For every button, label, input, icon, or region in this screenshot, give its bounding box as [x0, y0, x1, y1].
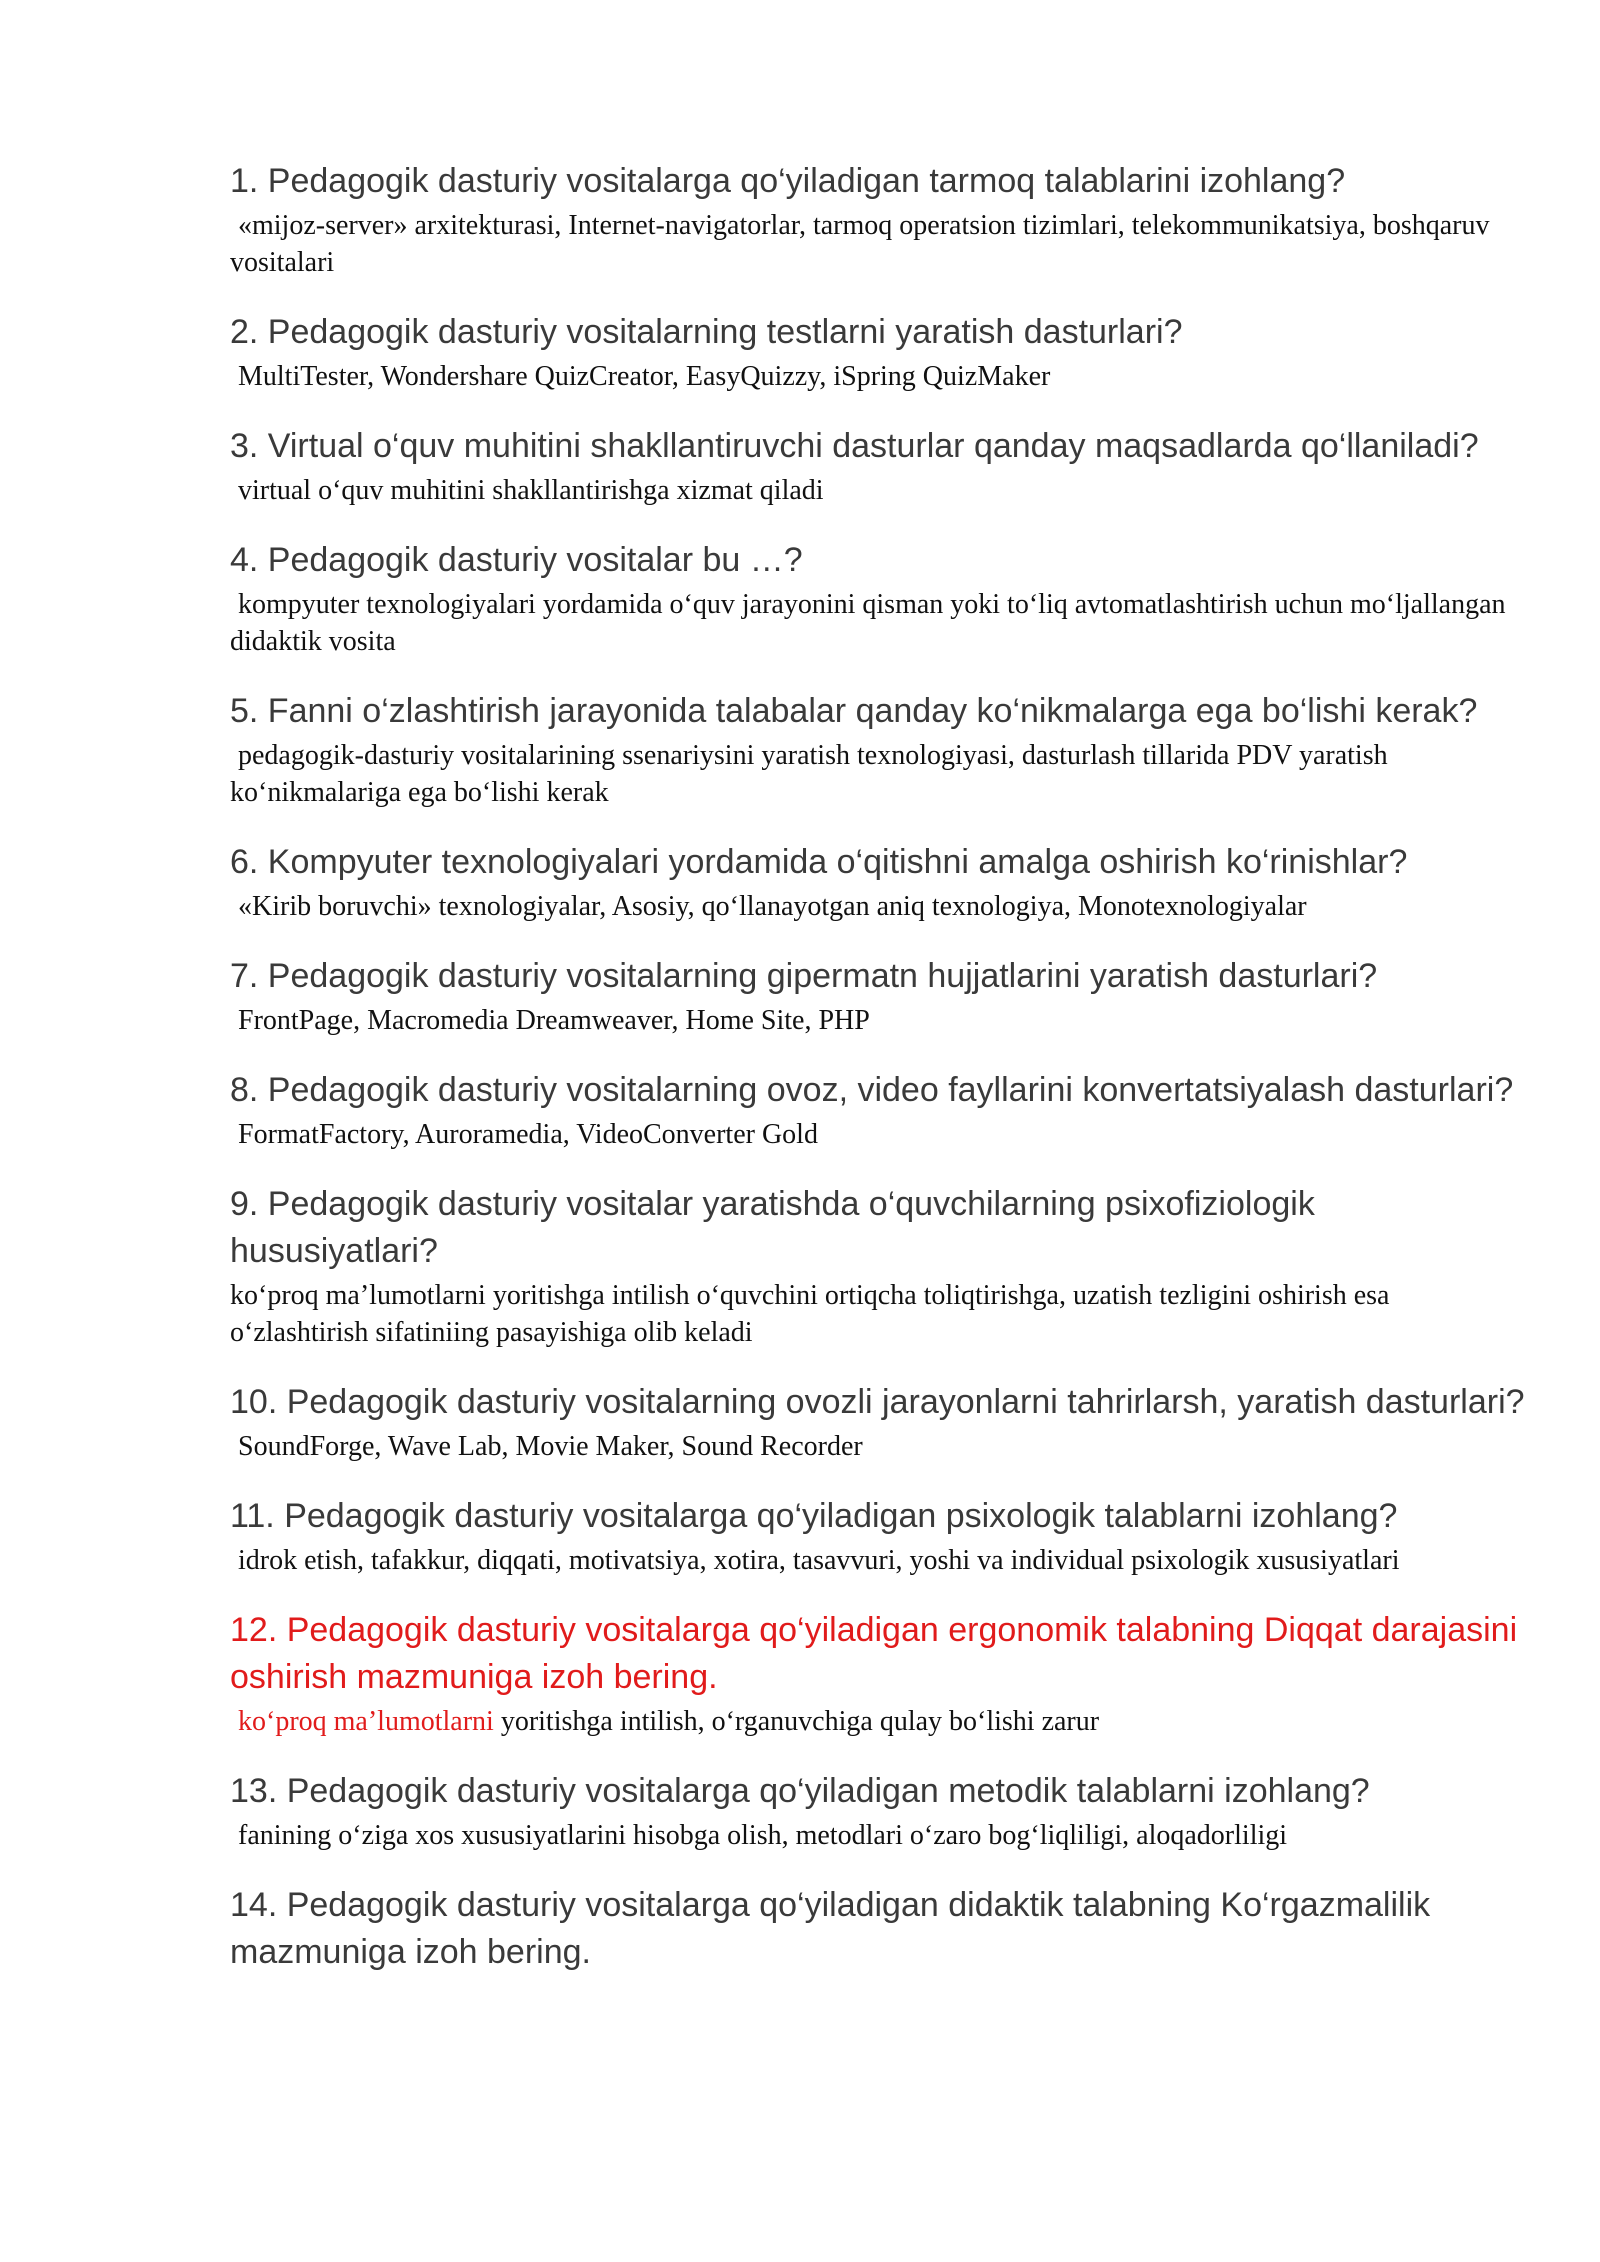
answer-text: [230, 1002, 1530, 1039]
question-text: 7. Pedagogik dasturiy vositalarning gipermatn hujjatlarini yaratish dasturlari?: [230, 957, 1378, 995]
question-text: 8. Pedagogik dasturiy vositalarning ovoz, video fayllarini konvertatsiyalash dasturlari?: [230, 1071, 1514, 1109]
qa-item-7: [230, 953, 1530, 1039]
qa-item-6: [230, 839, 1530, 925]
answer-text: [230, 1116, 1530, 1153]
answer-content: SoundForge, Wave Lab, Movie Maker, Sound Recorder: [238, 1431, 863, 1462]
question-text: 4. Pedagogik dasturiy vositalar bu …?: [230, 541, 803, 579]
answer-rest: yoritishga intilish, o‘rganuvchiga qulay bo‘lishi zarur: [493, 1706, 1100, 1737]
qa-item-9: [230, 1181, 1530, 1351]
answer-text: [230, 1428, 1530, 1465]
question-text: 5. Fanni o‘zlashtirish jarayonida talabalar qanday ko‘nikmalarga ega bo‘lishi kerak?: [230, 692, 1478, 730]
question-text: 10. Pedagogik dasturiy vositalarning ovozli jarayonlarni tahrirlarsh, yaratish dasturlari?: [230, 1383, 1525, 1421]
answer-content: kompyuter texnologiyalari yordamida o‘quv jarayonini qisman yoki to‘liq avtomatlashtirish uchun mo‘ljallangan didaktik vosita: [230, 589, 1506, 657]
answer-text: [230, 358, 1530, 395]
qa-item-5: [230, 688, 1530, 811]
question-text: 6. Kompyuter texnologiyalari yordamida o‘qitishni amalga oshirish ko‘rinishlar?: [230, 843, 1408, 881]
answer-text: [230, 586, 1530, 660]
question-text: 2. Pedagogik dasturiy vositalarning testlarni yaratish dasturlari?: [230, 313, 1183, 351]
answer-text: [230, 737, 1530, 811]
answer-content: MultiTester, Wondershare QuizCreator, EasyQuizzy, iSpring QuizMaker: [238, 361, 1051, 392]
answer-content: idrok etish, tafakkur, diqqati, motivatsiya, xotira, tasavvuri, yoshi va individual psixologik xususiyatlari: [238, 1545, 1400, 1576]
answer-text: [230, 888, 1530, 925]
answer-content: FormatFactory, Auroramedia, VideoConverter Gold: [238, 1119, 818, 1150]
answer-content: fanining o‘ziga xos xususiyatlarini hisobga olish, metodlari o‘zaro bog‘liqliligi, aloqadorliligi: [238, 1820, 1288, 1851]
question-text: 14. Pedagogik dasturiy vositalarga qo‘yiladigan didaktik talabning Ko‘rgazmalilik mazmuniga izoh bering.: [230, 1886, 1431, 1971]
answer-content: FrontPage, Macromedia Dreamweaver, Home Site, PHP: [238, 1005, 870, 1036]
qa-item-13: [230, 1768, 1530, 1854]
answer-text: ko‘proq ma’lumotlarni yoritishga intilish o‘quvchini ortiqcha toliqtirishga, uzatish tezligini oshirish esa o‘zlashtirish sifatiniing pasayishiga olib keladi: [230, 1280, 1390, 1348]
answer-content: virtual o‘quv muhitini shakllantirishga xizmat qiladi: [238, 475, 824, 506]
qa-item-12: [230, 1607, 1530, 1740]
answer-text: [230, 1703, 1530, 1740]
answer-text: [230, 207, 1530, 281]
qa-item-2: [230, 309, 1530, 395]
question-text: 13. Pedagogik dasturiy vositalarga qo‘yiladigan metodik talablarni izohlang?: [230, 1772, 1370, 1810]
question-text: 9. Pedagogik dasturiy vositalar yaratishda o‘quvchilarning psixofiziologik hususiyatlari?: [230, 1185, 1315, 1270]
qa-item-14: [230, 1882, 1530, 1976]
answer-text: [230, 1817, 1530, 1854]
question-text: 1. Pedagogik dasturiy vositalarga qo‘yiladigan tarmoq talablarini izohlang?: [230, 162, 1346, 200]
question-text: 3. Virtual o‘quv muhitini shakllantiruvchi dasturlar qanday maqsadlarda qo‘llaniladi?: [230, 427, 1479, 465]
answer-content: «mijoz-server» arxitekturasi, Internet-navigatorlar, tarmoq operatsion tizimlari, telekommunikatsiya, boshqaruv vositalari: [230, 210, 1490, 278]
qa-item-1: [230, 158, 1530, 281]
answer-text: [230, 472, 1530, 509]
answer-content: pedagogik-dasturiy vositalarining ssenariysini yaratish texnologiyasi, dasturlash tillarida PDV yaratish ko‘nikmalariga ega bo‘lishi kerak: [230, 740, 1388, 808]
document-page: [230, 158, 1530, 2004]
answer-text: [230, 1542, 1530, 1579]
qa-item-3: [230, 423, 1530, 509]
qa-item-4: [230, 537, 1530, 660]
answer-highlighted-part: ko‘proq ma’lumotlarni: [238, 1706, 494, 1737]
question-text-highlighted: 12. Pedagogik dasturiy vositalarga qo‘yiladigan ergonomik talabning Diqqat darajasini oshirish mazmuniga izoh bering.: [230, 1611, 1518, 1696]
question-text: 11. Pedagogik dasturiy vositalarga qo‘yiladigan psixologik talablarni izohlang?: [230, 1497, 1398, 1535]
qa-item-10: [230, 1379, 1530, 1465]
qa-item-11: [230, 1493, 1530, 1579]
qa-item-8: [230, 1067, 1530, 1153]
answer-content: «Kirib boruvchi» texnologiyalar, Asosiy, qo‘llanayotgan aniq texnologiya, Monotexnologiyalar: [238, 891, 1307, 922]
